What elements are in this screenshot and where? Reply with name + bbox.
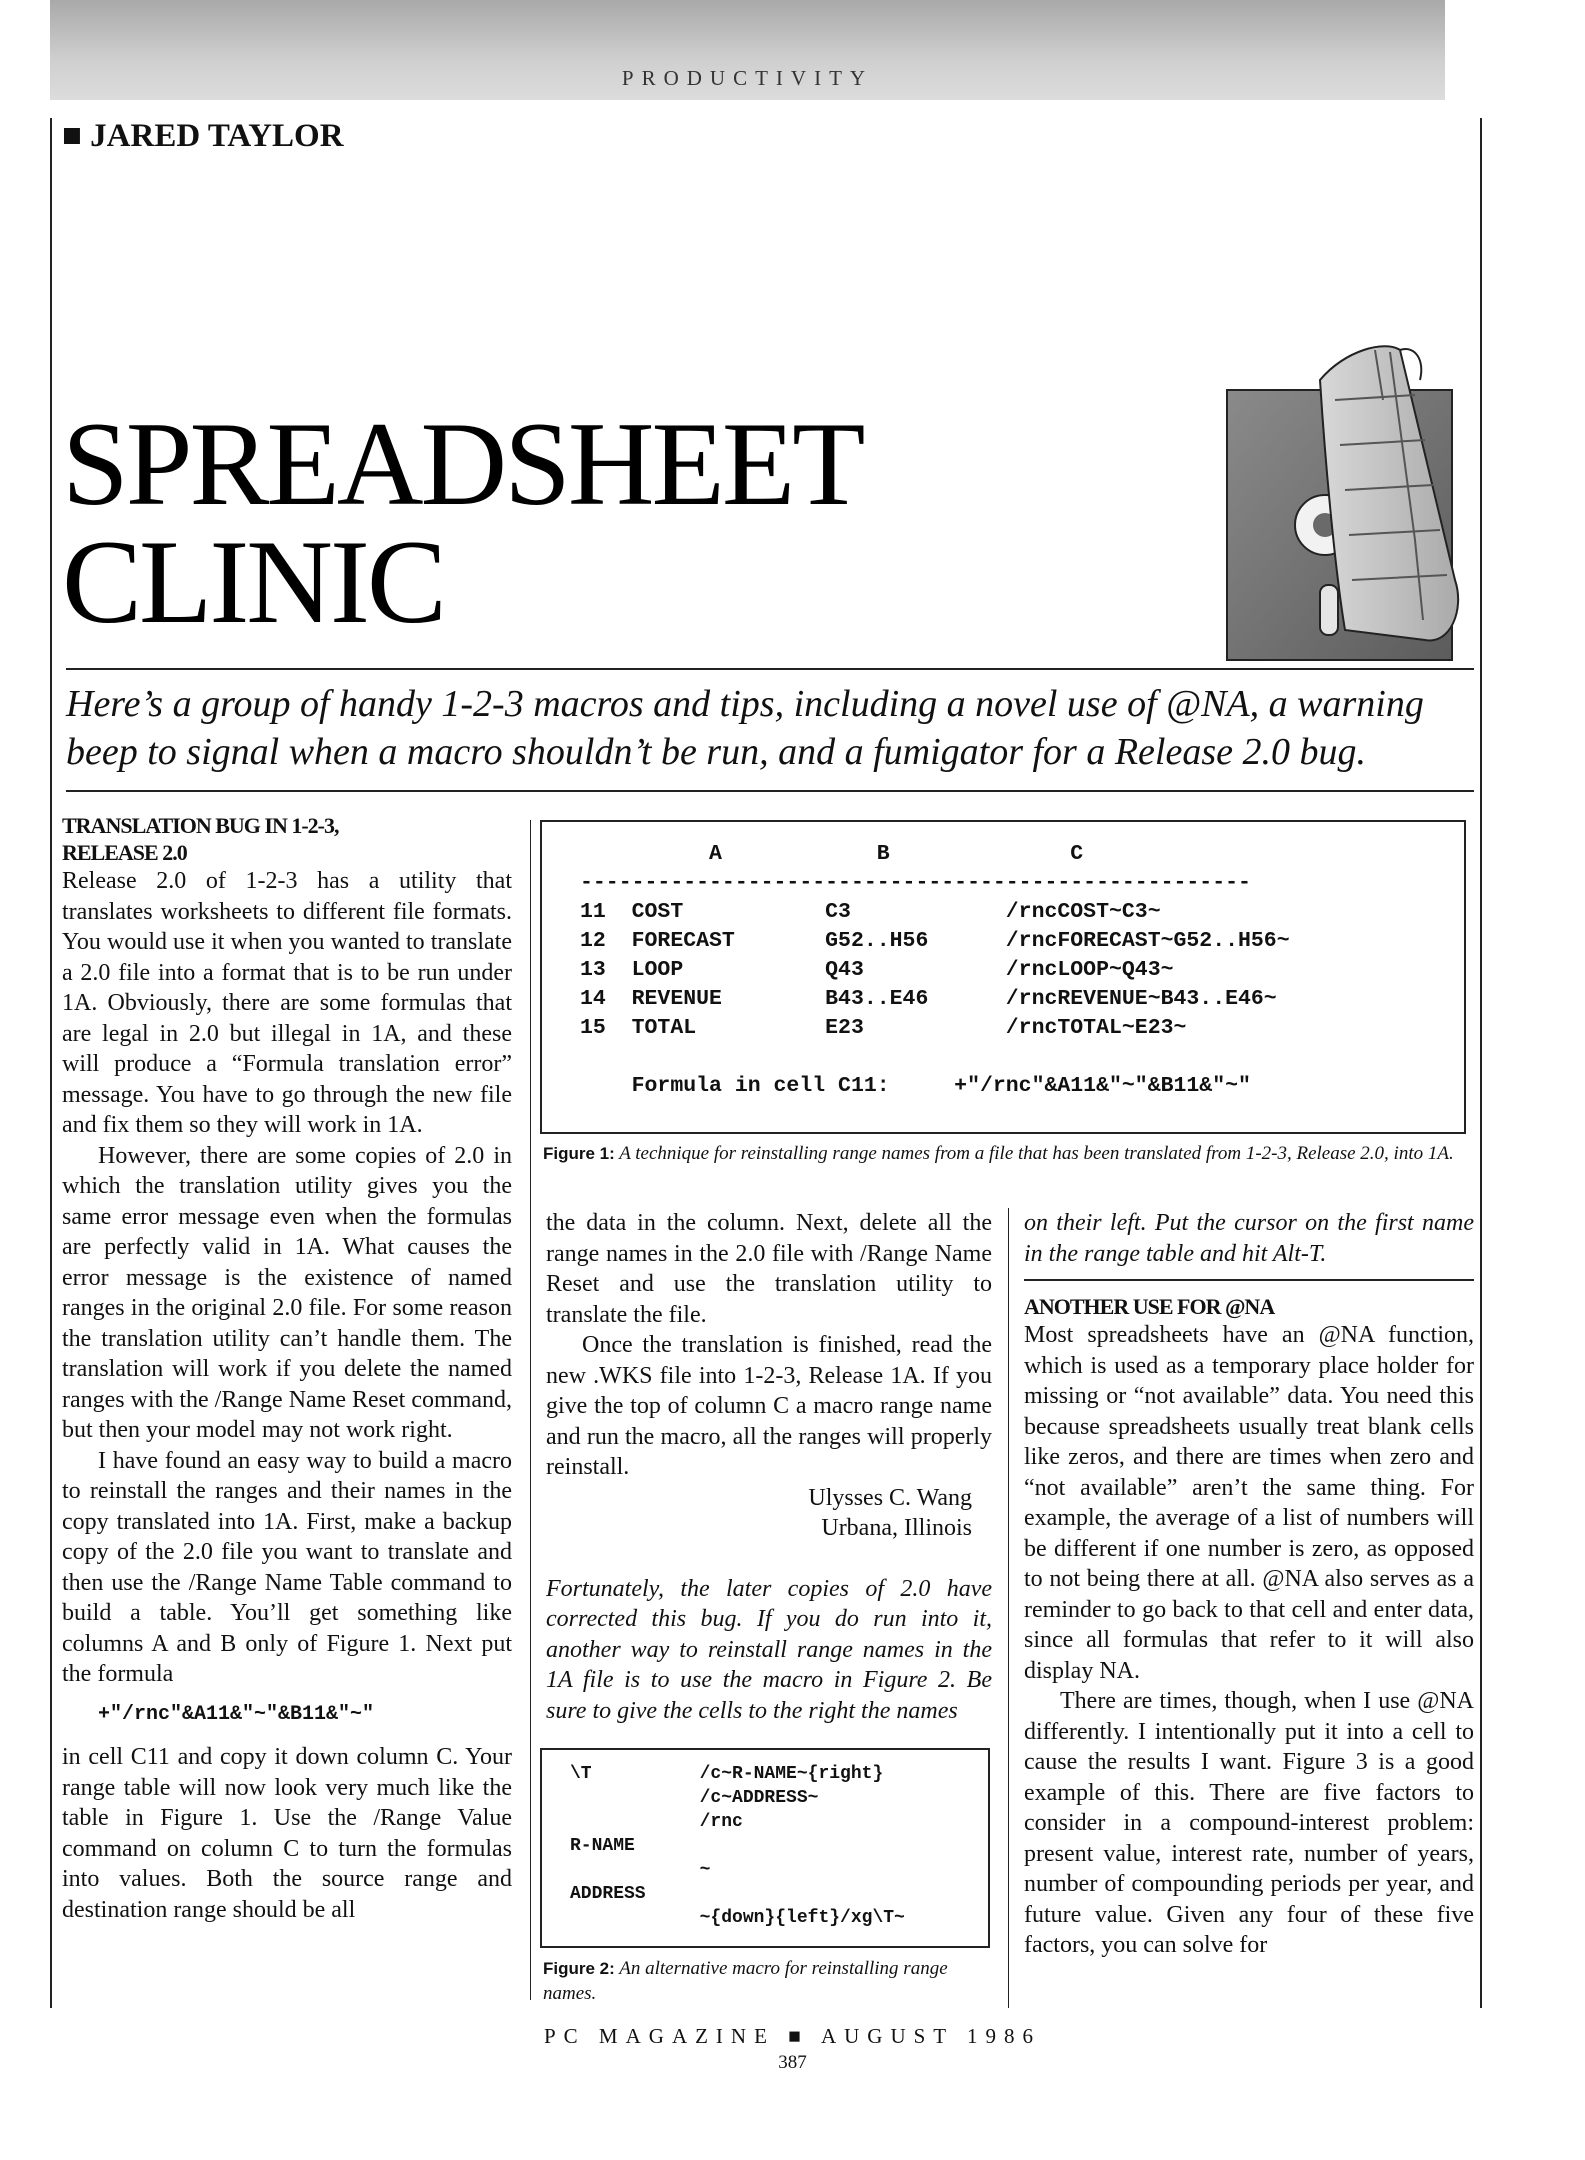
paragraph: Release 2.0 of 1-2-3 has a utility that translates worksheets to different file formats. You would use it when you wanted to translate a 2.0 file into a format that is to be run under 1A. Obviously, there are some formulas that are legal in 2.0 but illegal in 1A, and these will produce a “Formula translation error” message. You have to go through the new file and fix them so they will work in 1A. [62,868,512,1138]
heading-line-2: RELEASE 2.0 [62,840,187,865]
editor-note-continued: on their left. Put the cursor on the first name in the range table and hit Alt-T. [1024,1210,1474,1267]
byline: ■ JARED TAYLOR [62,118,344,154]
page-number: 387 [778,2052,807,2073]
column-divider-1 [530,820,531,2000]
deck-bottom-rule [66,790,1474,792]
frame-left-rule [50,118,52,2008]
section-heading-another-use: ANOTHER USE FOR @NA [1024,1294,1275,1319]
figure-1-caption [543,1141,1471,1166]
paragraph: I have found an easy way to build a macro to reinstall the ranges and their names in the copy translated into 1A. First, make a backup copy of the 2.0 file you want to translate and then use the /Range Name Table command to build a table. You’ll get something like columns A and B only of Figure 1. Next put the formula [62,1447,512,1687]
column-3 [1024,1208,1474,1961]
frame-right-rule [1480,118,1482,2008]
formula-example: +"/rnc"&A11&"~"&B11&"~" [98,1702,375,1726]
title-line-2: CLINIC [62,514,444,648]
column-1 [62,812,512,1925]
editor-note: Fortunately, the later copies of 2.0 have corrected this bug. If you do run into it, another way to reinstall range names in the 1A file is to use the macro in Figure 2. Be sure to give the cells to the right the names [546,1575,992,1724]
paragraph: Once the translation is finished, read the new .WKS file into 1-2-3, Release 1A. If you give the top of column C a macro range name and run the macro, all the ranges will properly reinstall. [546,1332,992,1480]
section-label: PRODUCTIVITY [621,66,874,90]
article-title [62,397,863,648]
figure-2-box [540,1748,990,1948]
column-divider-2 [1008,1208,1009,2008]
article-deck: Here’s a group of handy 1-2-3 macros and tips, including a novel use of @NA, a warning beep to signal when a macro shouldn’t be run, and a fumigator for a Release 2.0 bug. [66,683,1424,773]
signature-name: Ulysses C. Wang [808,1484,972,1511]
deck-top-rule [66,668,1474,670]
caption-text: A technique for reinstalling range names from a file that has been translated from 1-2-3, Release 2.0, into 1A. [619,1143,1454,1164]
caption-text: An alternative macro for reinstalling range names. [543,1958,948,2004]
title-line-1: SPREADSHEET [62,397,863,530]
caption-label: Figure 2: [543,1959,615,1978]
signature-place: Urbana, Illinois [821,1515,972,1541]
paragraph: However, there are some copies of 2.0 in which the translation utility gives you the same error message even when the formulas are perfectly valid in 1A. What causes the error message is the existence of named ranges in the original 2.0 file. For some reason the translation utility can’t handle them. The translation will work if you delete the named ranges with the /Range Name Reset command, but then your model may not work right. [62,1142,512,1443]
column-2 [546,1208,992,1726]
section-rule [1024,1279,1474,1281]
paragraph: There are times, though, when I use @NA differently. I intentionally put it into a cell to cause the results I want. Figure 3 is a good example of this. There are five factors to consider in a compound-interest problem: present value, interest rate, number of years, number of compounding periods per year, and future value. Given any four of these five factors, you can solve for [1024,1688,1474,1958]
section-heading-translation-bug [62,812,512,866]
header-banner [50,0,1445,100]
figure-2-code: \T /c~R-NAME~{right} /c~ADDRESS~ /rnc R-NAME ~ ADDRESS ~{down}{left}/xg\T~ [570,1764,905,1928]
heading-line-1: TRANSLATION BUG IN 1-2-3, [62,813,339,838]
figure-2-caption [543,1956,993,2006]
paragraph: the data in the column. Next, delete all the range names in the 2.0 file with /Range Name Reset and use the translation utility to translate the file. [546,1210,992,1328]
magazine-footer: PC MAGAZINE ■ AUGUST 1986 [544,2024,1041,2048]
paragraph: Most spreadsheets have an @NA function, which is used as a temporary place holder for missing or “not available” data. You need this because spreadsheets usually treat blank cells like zeros, and there are times when zero and “not available” aren’t the same thing. For example, the average of a list of numbers will be different if one number is zero, as opposed to not being there at all. @NA also serves as a reminder to go back to that cell and enter data, since all formulas that refer to it will also display NA. [1024,1322,1474,1684]
figure-1-code: A B C ---------------------------------------------------- 11 COST C3 /rncCOST~C3~ 12 FORECAST G52..H56 /rncFORECAST~G52..H56~ 13 LOOP Q43 /rncLOOP~Q43~ 14 REVENUE B43..E46 /rncREVENUE~B43..E46~ 15 TOTAL E23 /rncTOTAL~E23~ Formula in cell C11: +"/rnc"&A11&"~"&B11&"~" [580,842,1290,1098]
figure-1-box [540,820,1466,1134]
paragraph: in cell C11 and copy it down column C. Your range table will now look very much like the table in Figure 1. Use the /Range Value command on column C to turn the formulas into values. Both the source range and destination range should be all [62,1744,512,1923]
floppy-disk-illustration [1225,340,1475,670]
caption-label: Figure 1: [543,1144,615,1163]
